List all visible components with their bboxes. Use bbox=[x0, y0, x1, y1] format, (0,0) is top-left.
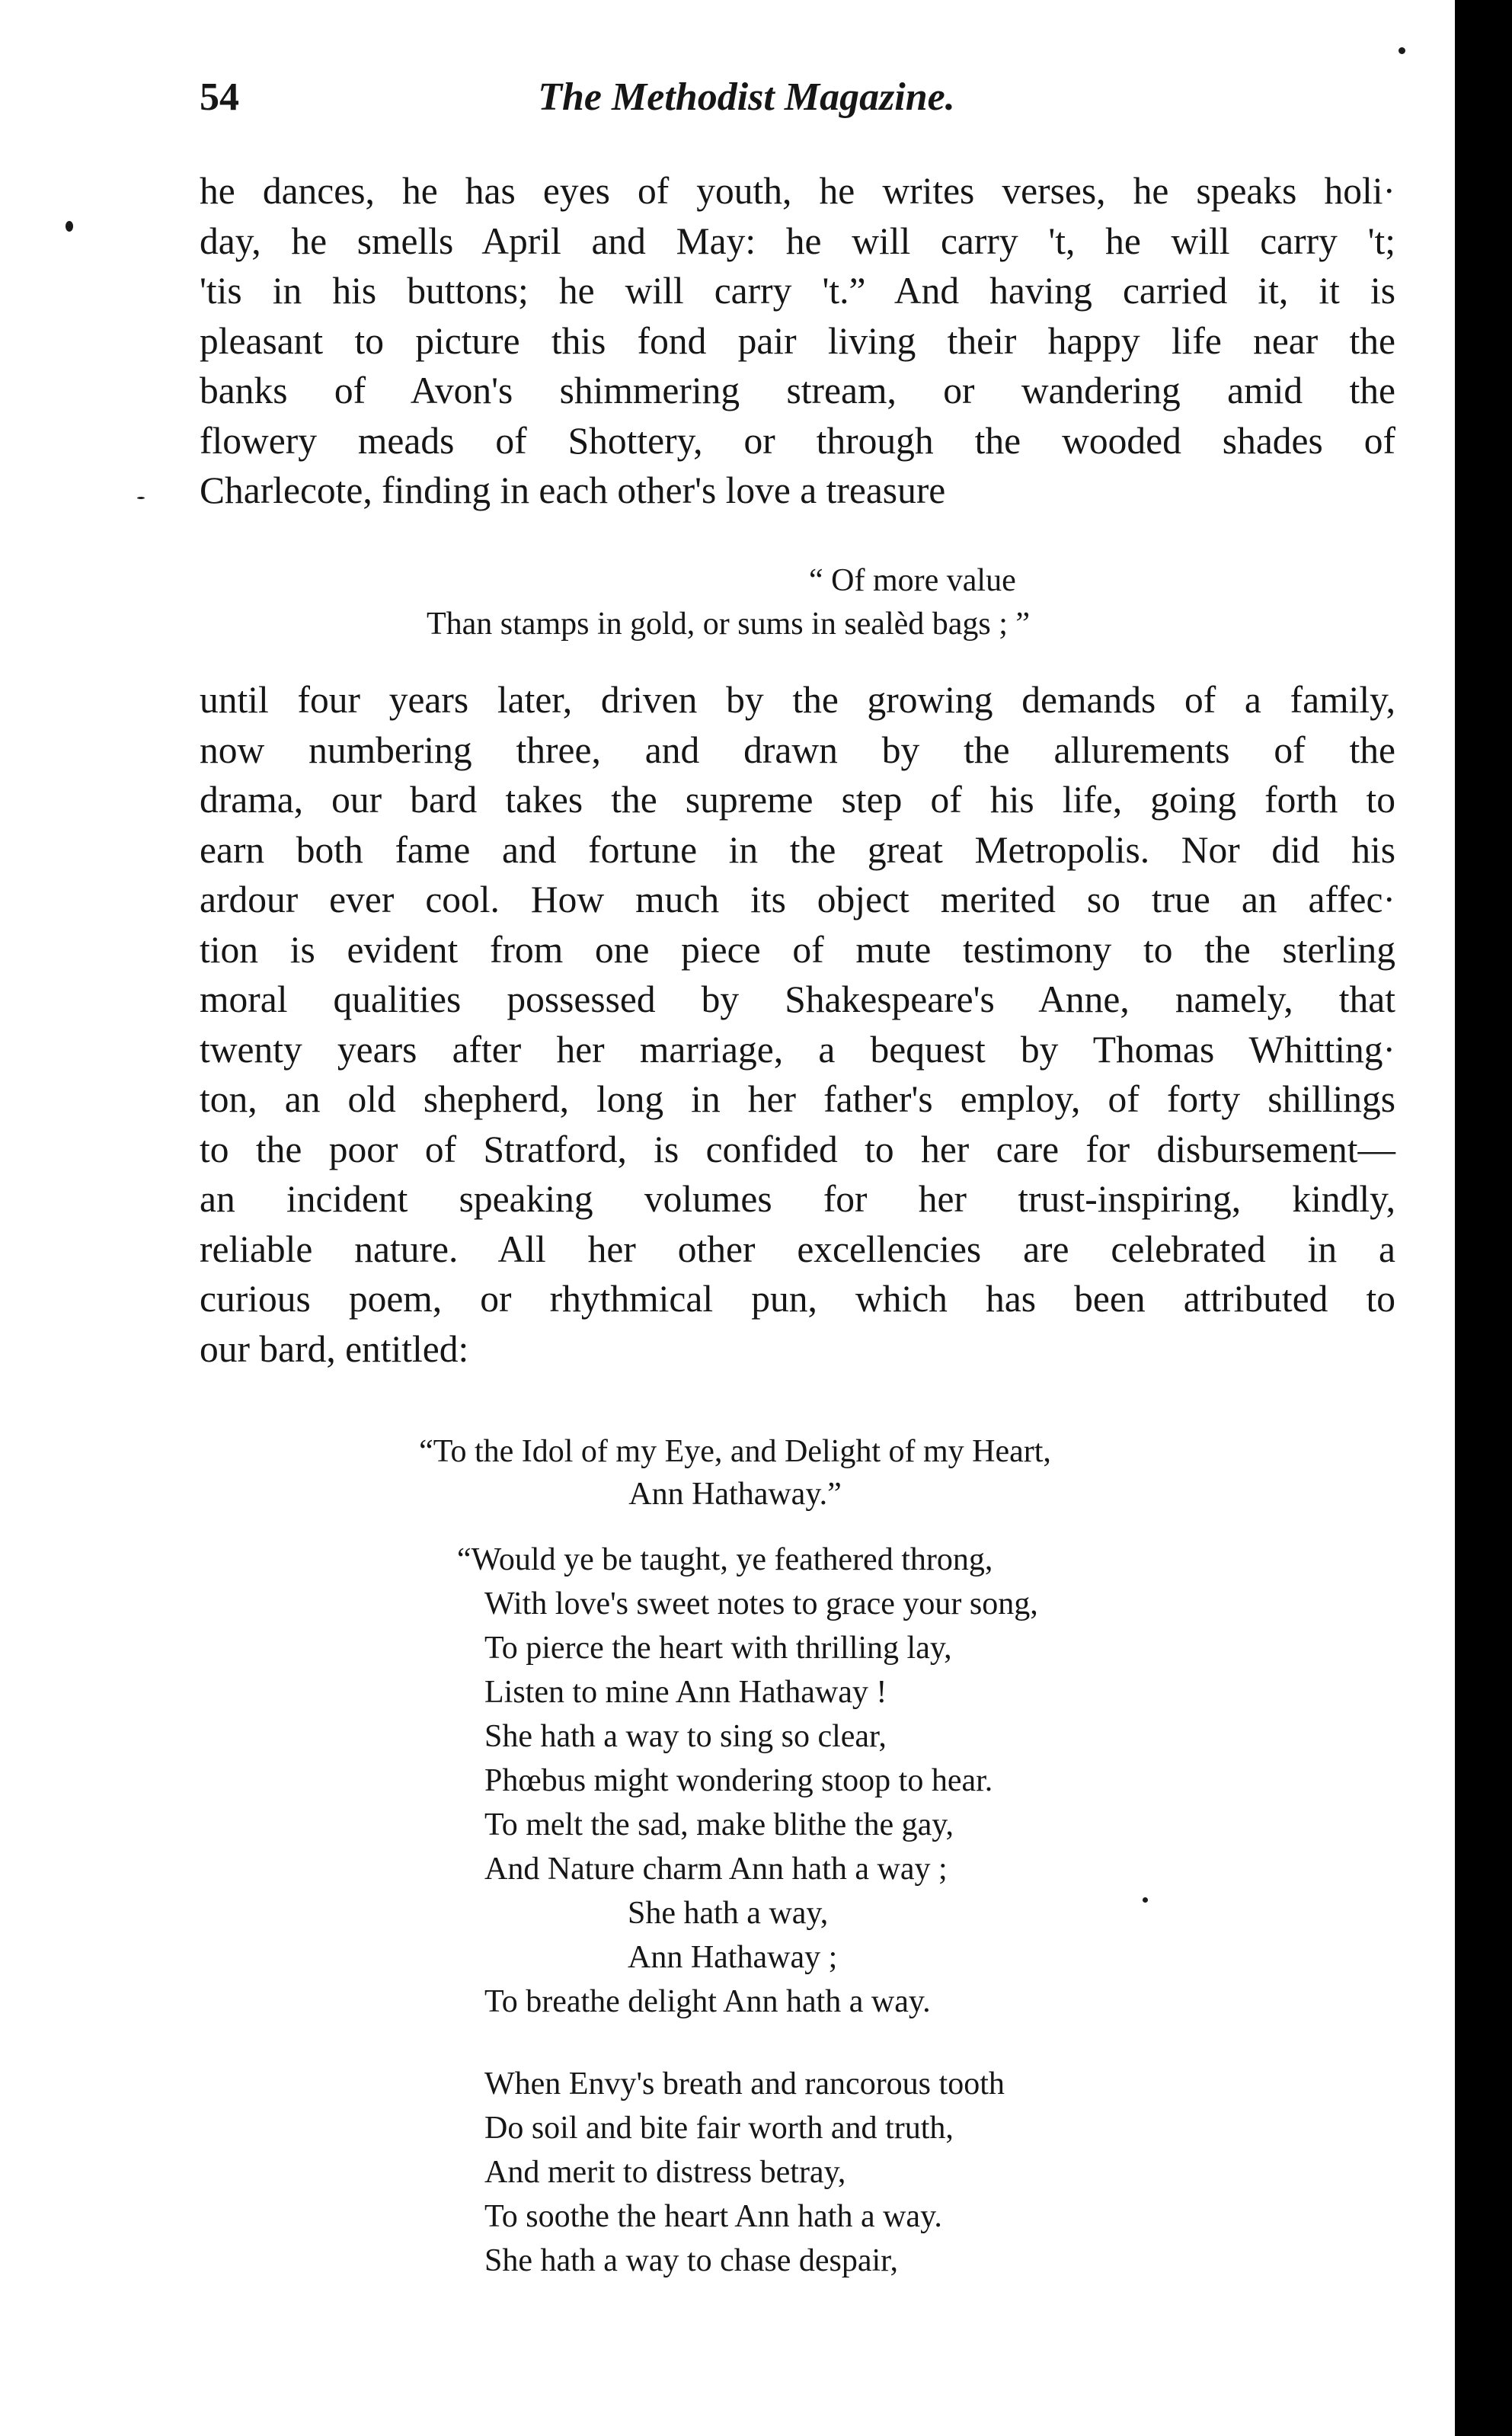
quotation-line: “ Of more value bbox=[809, 563, 1016, 598]
text-line: an incident speaking volumes for her trust-inspiring, kindly, bbox=[200, 1178, 1395, 1220]
poem-line: With love's sweet notes to grace your song, bbox=[484, 1586, 1038, 1621]
poem-line: To melt the sad, make blithe the gay, bbox=[484, 1807, 954, 1842]
text-line: 'tis in his buttons; he will carry 't.” And having carried it, it is bbox=[200, 270, 1395, 312]
text-line: now numbering three, and drawn by the allurements of the bbox=[200, 728, 1395, 771]
text-line: banks of Avon's shimmering stream, or wandering amid the bbox=[200, 370, 1395, 411]
text-line: drama, our bard takes the supreme step of his life, going forth to bbox=[200, 779, 1395, 821]
text-line: pleasant to picture this fond pair living their happy life near the bbox=[200, 319, 1395, 362]
text-line: moral qualities possessed by Shakespeare's Anne, namely, that bbox=[200, 978, 1395, 1020]
text-line: reliable nature. All her other excellencies are celebrated in a bbox=[200, 1228, 1395, 1270]
text-line: earn both fame and fortune in the great Metropolis. Nor did his bbox=[200, 828, 1395, 871]
text-line: ardour ever cool. How much its object merited so true an affec· bbox=[200, 879, 1395, 920]
text-line: twenty years after her marriage, a bequest by Thomas Whitting· bbox=[200, 1028, 1395, 1071]
print-speck bbox=[137, 497, 145, 499]
text-line: our bard, entitled: bbox=[200, 1327, 469, 1370]
page-edge-shadow bbox=[1455, 0, 1512, 2436]
poem-line: To breathe delight Ann hath a way. bbox=[484, 1984, 931, 2019]
poem-title: Ann Hathaway.” bbox=[628, 1477, 842, 1512]
print-speck bbox=[1143, 1897, 1148, 1903]
poem-line: She hath a way to sing so clear, bbox=[484, 1719, 887, 1754]
text-line: he dances, he has eyes of youth, he writes verses, he speaks holi· bbox=[200, 170, 1395, 212]
poem-line: And Nature charm Ann hath a way ; bbox=[484, 1852, 948, 1887]
poem-line: “Would ye be taught, ye feathered throng, bbox=[457, 1542, 993, 1577]
poem-line: When Envy's breath and rancorous tooth bbox=[484, 2066, 1005, 2101]
text-line: until four years later, driven by the growing demands of a family, bbox=[200, 679, 1395, 721]
poem-line: To soothe the heart Ann hath a way. bbox=[484, 2199, 942, 2234]
text-line: curious poem, or rhythmical pun, which has been attributed to bbox=[200, 1278, 1395, 1320]
text-line: flowery meads of Shottery, or through the wooded shades of bbox=[200, 419, 1395, 462]
text-line: Charlecote, finding in each other's love a treasure bbox=[200, 469, 946, 511]
running-title: The Methodist Magazine. bbox=[538, 75, 955, 119]
poem-line: She hath a way, bbox=[628, 1896, 829, 1931]
text-line: tion is evident from one piece of mute testimony to the sterling bbox=[200, 928, 1395, 971]
text-line: to the poor of Stratford, is confided to her care for disbursement— bbox=[200, 1128, 1395, 1170]
print-speck bbox=[66, 221, 73, 232]
poem-line: Do soil and bite fair worth and truth, bbox=[484, 2111, 954, 2146]
poem-title: “To the Idol of my Eye, and Delight of my Heart, bbox=[419, 1434, 1051, 1469]
poem-line: Phœbus might wondering stoop to hear. bbox=[484, 1763, 993, 1798]
quotation-line: Than stamps in gold, or sums in sealèd bags ; ” bbox=[427, 607, 1031, 642]
paragraph-1 bbox=[200, 166, 1395, 516]
page-number: 54 bbox=[200, 75, 239, 119]
poem-line: Listen to mine Ann Hathaway ! bbox=[484, 1675, 887, 1710]
paragraph-2 bbox=[200, 675, 1395, 1374]
poem-line: And merit to distress betray, bbox=[484, 2155, 846, 2190]
poem-line: She hath a way to chase despair, bbox=[484, 2243, 898, 2278]
text-line: day, he smells April and May: he will carry 't, he will carry 't; bbox=[200, 219, 1395, 262]
poem-line: Ann Hathaway ; bbox=[628, 1940, 838, 1975]
text-line: ton, an old shepherd, long in her father's employ, of forty shillings bbox=[200, 1078, 1395, 1120]
print-speck bbox=[1399, 47, 1405, 54]
poem-line: To pierce the heart with thrilling lay, bbox=[484, 1631, 952, 1666]
